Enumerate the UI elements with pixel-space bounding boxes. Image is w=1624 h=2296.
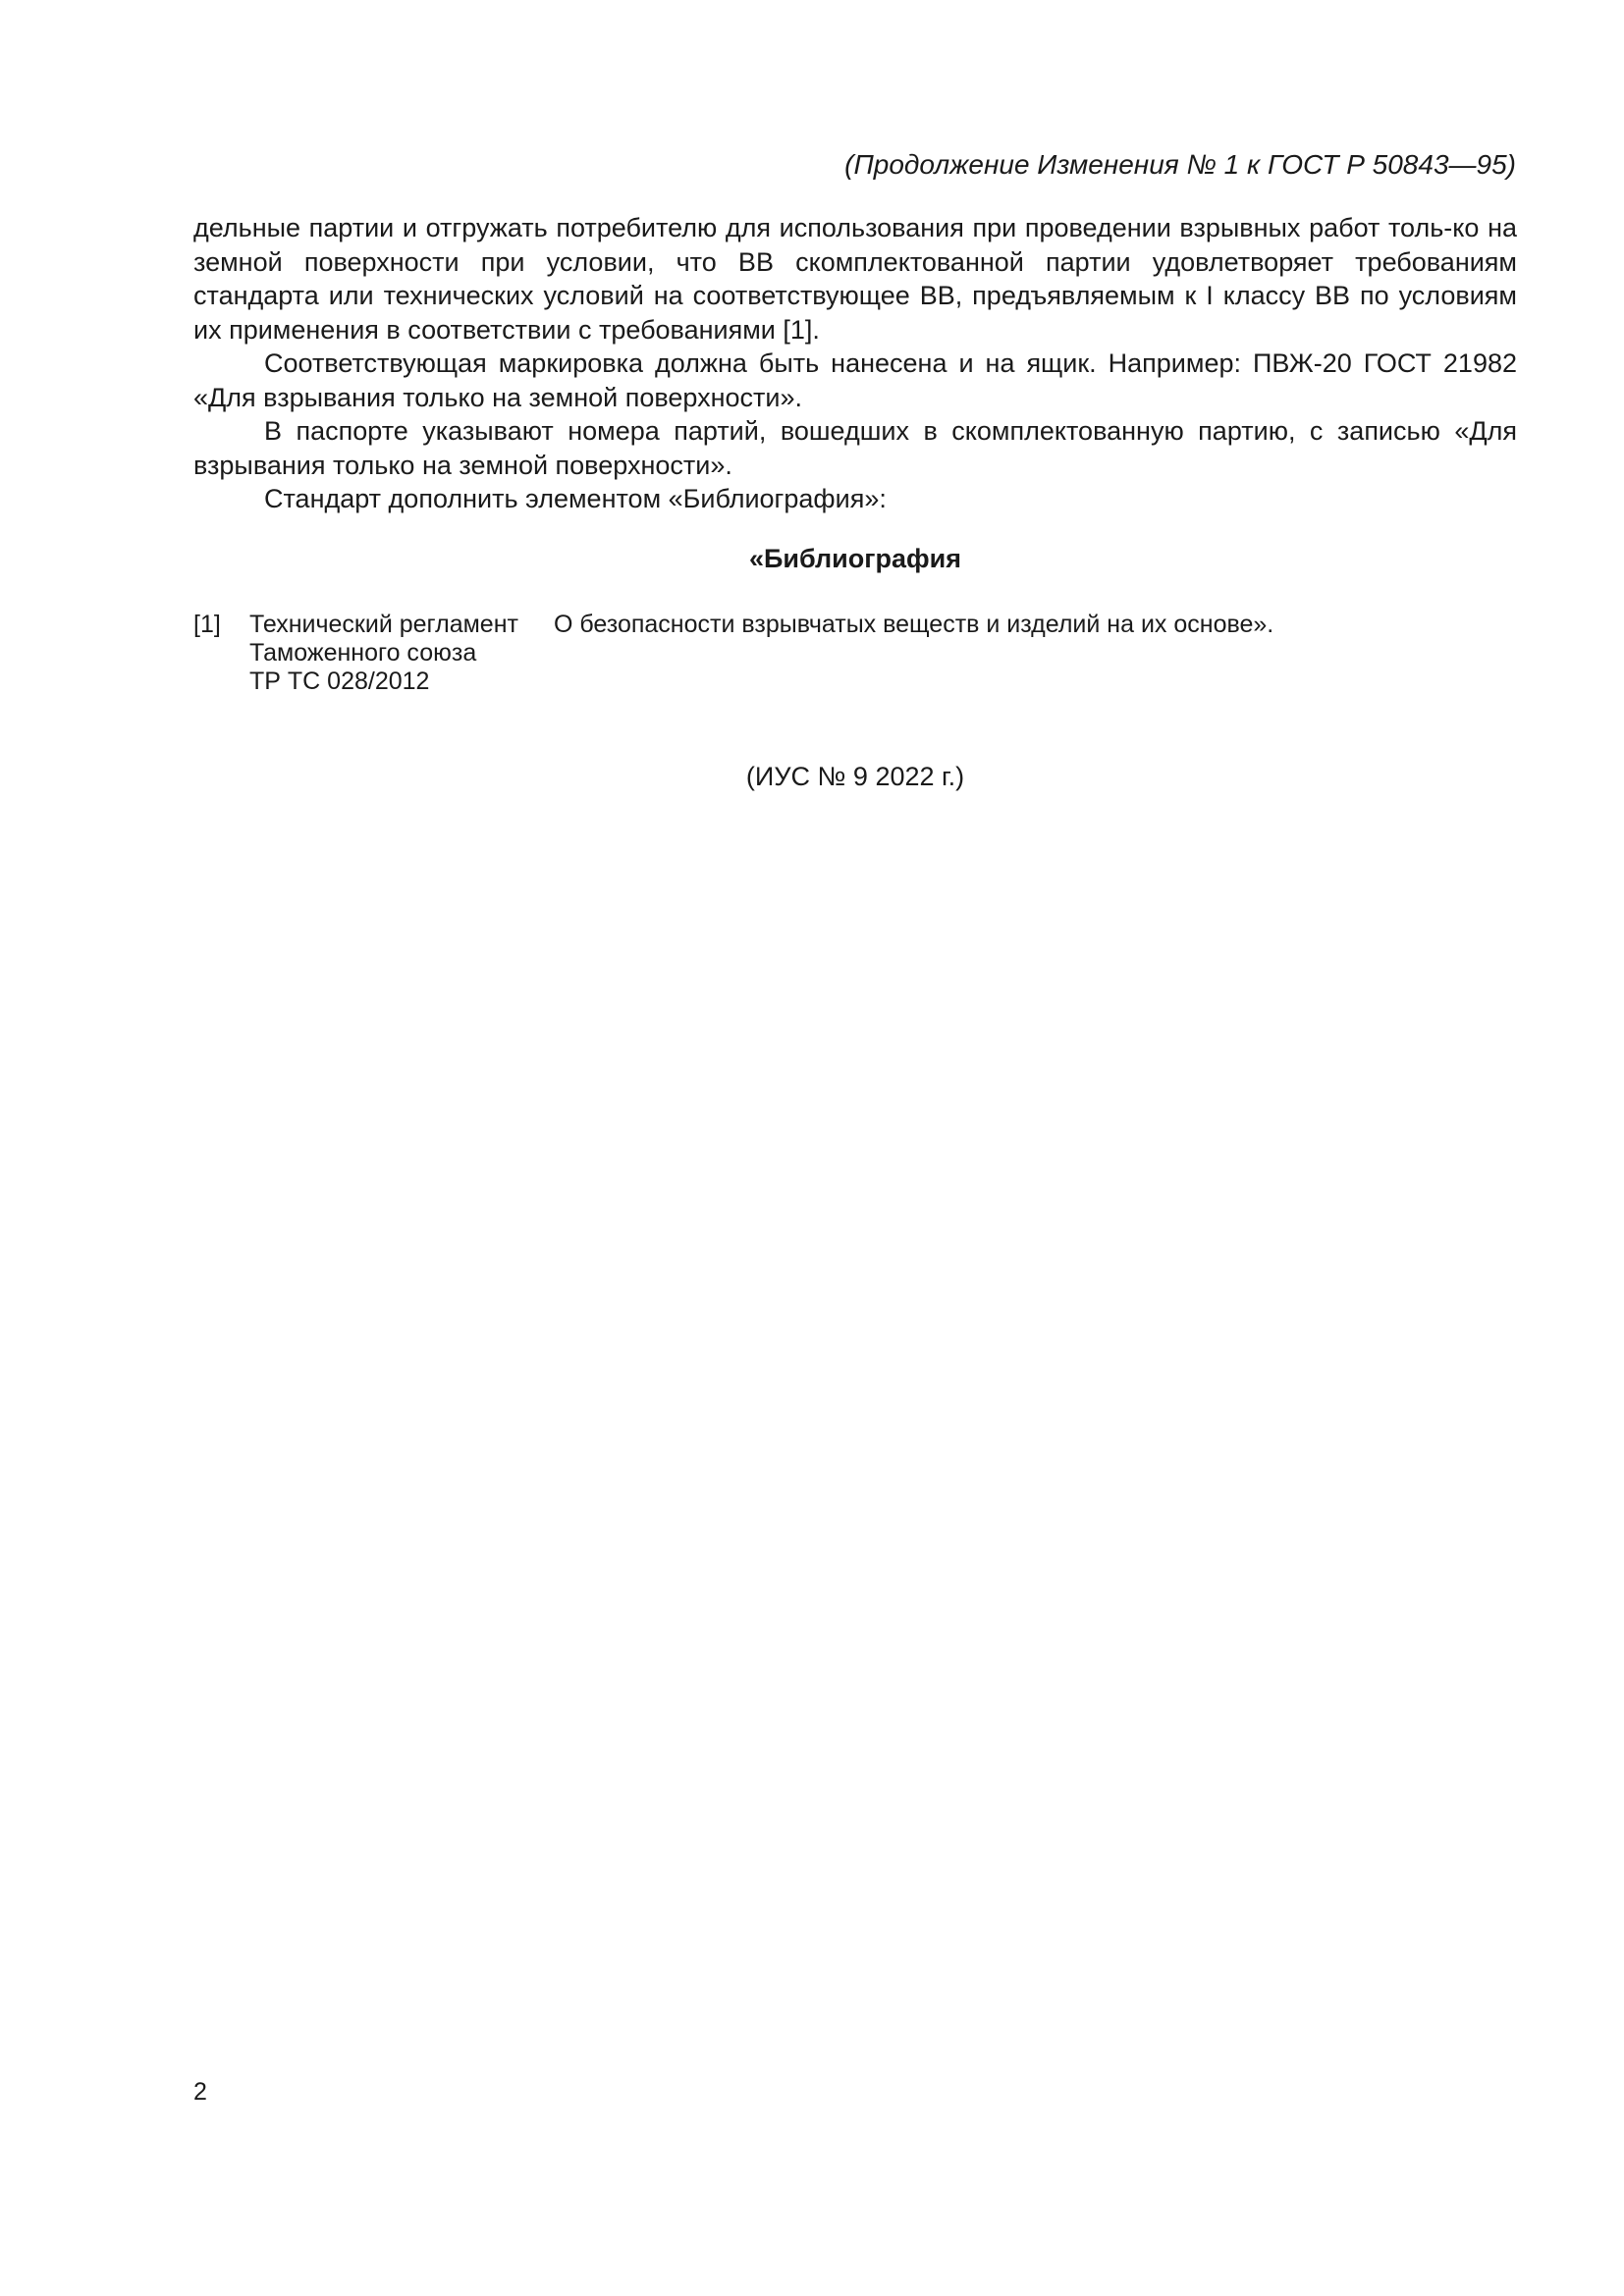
ius-note: (ИУС № 9 2022 г.) [745, 762, 965, 791]
paragraph-continuation: дельные партии и отгружать потребителю для использования при проведении взрывных работ толь-ко на земной поверхности при условии, что ВВ скомплектованной партии удовлетворяет требованиям стандарта или технических условий на соответствующее ВВ, предъявляемым к I классу ВВ по условиям их применения в соответствии с требованиями [1]. [193, 213, 1517, 345]
page-number: 2 [193, 2078, 207, 2106]
bibliography-entry-title: О безопасности взрывчатых веществ и изделий на их основе». [554, 611, 1274, 638]
bibliography-source-line: ТР ТС 028/2012 [249, 667, 430, 695]
bibliography-title: «Библиография [749, 544, 961, 573]
bibliography-source-line: Таможенного союза [249, 639, 477, 667]
paragraph-add-bibliography: Стандарт дополнить элементом «Библиография»: [264, 484, 887, 513]
paragraph-passport: В паспорте указывают номера партий, вошедших в скомплектованную партию, с записью «Для взрывания только на земной поверхности». [193, 416, 1517, 480]
bibliography-entry-number: [1] [193, 611, 221, 638]
running-header: (Продолжение Изменения № 1 к ГОСТ Р 50843—95) [844, 149, 1516, 180]
bibliography-source-line: Технический регламент [249, 611, 518, 638]
body-text [193, 211, 1517, 516]
paragraph-marking: Соответствующая маркировка должна быть нанесена и на ящик. Например: ПВЖ-20 ГОСТ 21982 «Для взрывания только на земной поверхности». [193, 348, 1517, 412]
bibliography-entry-source [249, 611, 564, 696]
